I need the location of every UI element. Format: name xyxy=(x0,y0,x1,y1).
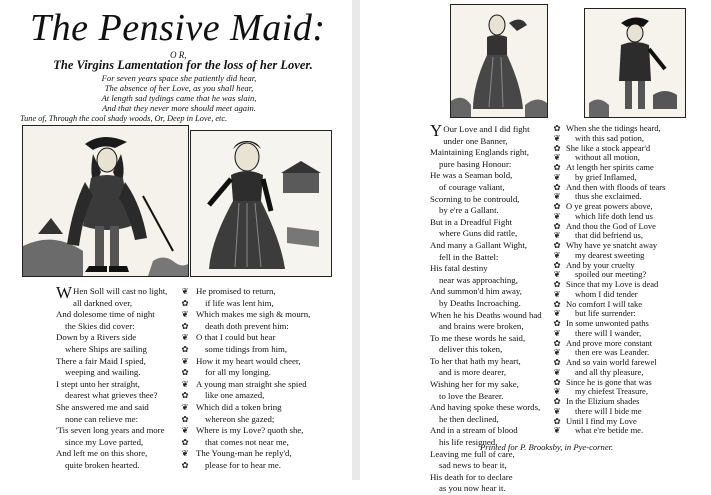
verse-line: pure hasing Honour: xyxy=(439,158,512,169)
verse-line: The Young-man he reply'd, xyxy=(196,448,292,459)
verse-line: where Ships are sailing xyxy=(65,343,147,354)
verse-line: Hen Soll will cast no light, xyxy=(73,286,168,296)
verse-line: No comfort I will take xyxy=(566,298,643,309)
ballad-summary xyxy=(14,73,344,113)
verse-line: for all my longing. xyxy=(205,367,271,378)
verse-line: In some unwonted paths xyxy=(566,318,649,328)
verse-line: to love the Bearer. xyxy=(439,390,504,401)
verse-line: How it my heart would cheer, xyxy=(196,355,301,366)
verse-line: my chiefest Treasure, xyxy=(575,386,648,397)
verse-line: deliver this token, xyxy=(439,344,503,355)
verse-line: And many a Gallant Wight, xyxy=(430,239,527,250)
verse-column-3 xyxy=(430,121,542,495)
verse-line: none can relieve me: xyxy=(65,413,139,424)
verse-line: But in a Dreadful Fight xyxy=(430,216,513,227)
verse-line: She like a stock appear'd xyxy=(566,142,651,153)
verse-line: by Deaths Incroaching. xyxy=(439,297,521,308)
verse-line: There a fair Maid I spied, xyxy=(56,355,146,366)
woodcut-woman xyxy=(450,4,548,118)
verse-line: death doth prevent him: xyxy=(205,320,289,331)
verse-line: Since he is gone that was xyxy=(566,376,652,387)
ballad-title: The Pensive Maid: xyxy=(30,7,326,49)
verse-line: by grief Inflamed, xyxy=(575,171,637,182)
verse-line: He was a Seaman bold, xyxy=(430,170,513,181)
woodcut-lady xyxy=(190,130,332,277)
verse-line: dearest what grieves thee? xyxy=(65,390,158,401)
woodcut-man xyxy=(584,8,686,118)
verse-line: then ere was Leander. xyxy=(575,347,650,358)
summary-line: For seven years space she patiently did hear, xyxy=(101,73,257,83)
verse-line: To me these words he said, xyxy=(430,332,526,343)
verse-line: And left me on this shore, xyxy=(56,448,148,459)
verse-line: like one amazed, xyxy=(205,390,265,401)
summary-line: At length sad tydings came that he was slain, xyxy=(101,93,257,103)
verse-line: When she the tidings heard, xyxy=(566,123,661,133)
verse-column-1 xyxy=(56,283,168,472)
tune-line: Tune of, Through the cool shady woods, Or, Deep in Love, etc. xyxy=(20,114,228,123)
summary-line: And that they never more should meet again. xyxy=(102,103,256,113)
ornament-divider-right: ✿ ❦ ✿ ❦ ✿ ❦ ✿ ❦ ✿ ❦ ✿ ❦ ✿ ❦ ✿ ❦ ✿ ❦ ✿ ❦ ✿ ❦ ✿ ❦ ✿ ❦ ✿ ❦ ✿ ❦ ✿ ❦ xyxy=(553,123,561,436)
verse-line: O that I could but hear xyxy=(196,332,276,343)
page-gutter xyxy=(352,0,360,480)
verse-line: that did befriend us, xyxy=(575,230,643,241)
verse-line: of courage valiant, xyxy=(439,181,505,192)
summary-line: The absence of her Love, as you shall hear, xyxy=(104,83,254,93)
verse-line: Leaving me full of care, xyxy=(430,448,515,459)
left-page xyxy=(0,0,352,480)
verse-line: the Skies did cover: xyxy=(65,320,135,331)
verse-line: since my Love parted, xyxy=(65,436,144,447)
verse-line: without all motion, xyxy=(575,152,640,163)
title-or: O R, xyxy=(170,50,187,60)
verse-line: and brains were broken, xyxy=(439,321,524,332)
verse-line: Which did a token bring xyxy=(196,401,282,412)
verse-line: as you now hear it. xyxy=(439,483,506,494)
verse-line: She answered me and said xyxy=(56,401,149,412)
verse-line: And so vain world farewel xyxy=(566,357,657,367)
drop-cap: W xyxy=(56,283,73,302)
right-page xyxy=(360,0,711,494)
verse-line: And in a stream of blood xyxy=(430,425,518,436)
verse-line: I stept unto her straight, xyxy=(56,378,140,389)
verse-line: that comes not near me, xyxy=(205,436,289,447)
verse-line: A young man straight she spied xyxy=(196,378,307,389)
verse-line: sad news to bear it, xyxy=(439,460,507,471)
verse-line: he then declined, xyxy=(439,413,499,424)
verse-line: He promised to return, xyxy=(196,286,276,296)
verse-line: In the Elizium shades xyxy=(566,396,640,406)
verse-line: his life resigned, xyxy=(439,437,498,448)
verse-line: and is more dearer, xyxy=(439,367,507,378)
verse-line: near was approaching, xyxy=(439,274,518,285)
verse-line: all darkned over, xyxy=(73,297,133,308)
verse-line: His fatal destiny xyxy=(430,263,488,274)
verse-line: weeping and wailing. xyxy=(65,367,141,378)
verse-line: Which makes me sigh & mourn, xyxy=(196,309,311,320)
verse-line: but life surrender: xyxy=(575,308,636,319)
verse-line: Where is my Love? quoth she, xyxy=(196,425,304,436)
verse-line: what e're betide me. xyxy=(575,425,644,436)
verse-line: and all thy pleasure, xyxy=(575,366,644,377)
verse-line: quite broken hearted. xyxy=(65,459,140,470)
verse-line: And by your cruelty xyxy=(566,259,635,270)
drop-cap: Y xyxy=(430,121,443,140)
verse-line: there will I wander, xyxy=(575,327,642,338)
verse-line: And summon'd him away, xyxy=(430,286,522,297)
verse-line: Scorning to be contrould, xyxy=(430,193,520,204)
verse-line: And prove more constant xyxy=(566,337,653,348)
verse-line: with this sad potion, xyxy=(575,132,644,143)
verse-line: 'Tis seven long years and more xyxy=(56,425,165,436)
verse-line: When he his Deaths wound had xyxy=(430,309,542,320)
verse-line: At length her spirits came xyxy=(566,162,654,172)
verse-line: there will I bide me xyxy=(575,405,642,416)
verse-line: Since that my Love is dead xyxy=(566,279,659,289)
verse-line: my dearest sweeting xyxy=(575,249,645,260)
verse-line: And then with floods of tears xyxy=(566,181,666,192)
verse-line: whom I did tender xyxy=(575,288,638,299)
woodcut-gentleman xyxy=(22,125,189,277)
verse-line: And having spoke these words, xyxy=(430,402,541,413)
ballad-subtitle: The Virgins Lamentation for the loss of her Lover. xyxy=(53,58,313,72)
verse-line: fell in the Battel: xyxy=(439,251,499,262)
verse-line: where Guns did rattle, xyxy=(439,228,518,239)
verse-line: And dolesome time of night xyxy=(56,309,155,320)
verse-line: under one Banner, xyxy=(443,135,508,146)
verse-line: thus she exclaimed. xyxy=(575,191,642,202)
verse-line: Until I find my Love xyxy=(566,415,637,426)
verse-line: Our Love and I did fight xyxy=(443,124,530,134)
verse-column-4 xyxy=(566,124,665,436)
verse-line: O ye great powers above, xyxy=(566,201,653,211)
verse-line: Maintaining Englands right, xyxy=(430,147,529,158)
verse-line: spoiled our meeting? xyxy=(575,269,647,280)
verse-line: Wishing her for my sake, xyxy=(430,379,519,390)
verse-line: by e're a Gallant. xyxy=(439,205,499,216)
verse-line: if life was lent him, xyxy=(205,297,274,308)
ornament-divider-left: ❦ ✿ ❦ ✿ ❦ ✿ ❦ ✿ ❦ ✿ ❦ ✿ ❦ ✿ ❦ ✿ xyxy=(181,286,189,470)
verse-line: which life doth lend us xyxy=(575,210,653,221)
printer-imprint: Printed for P. Brooksby, in Pye-corner. xyxy=(480,442,614,452)
verse-column-2 xyxy=(196,286,310,472)
verse-line: some tidings from him, xyxy=(205,343,288,354)
verse-line: Why have ye snatcht away xyxy=(566,240,658,250)
verse-line: please for to hear me. xyxy=(205,459,281,470)
verse-line: And thou the God of Love xyxy=(566,220,656,231)
verse-line: whereon she gazed; xyxy=(205,413,275,424)
verse-line: His death for to declare xyxy=(430,471,513,482)
verse-line: Down by a Rivers side xyxy=(56,332,137,343)
verse-line: To her that hath my heart, xyxy=(430,355,521,366)
